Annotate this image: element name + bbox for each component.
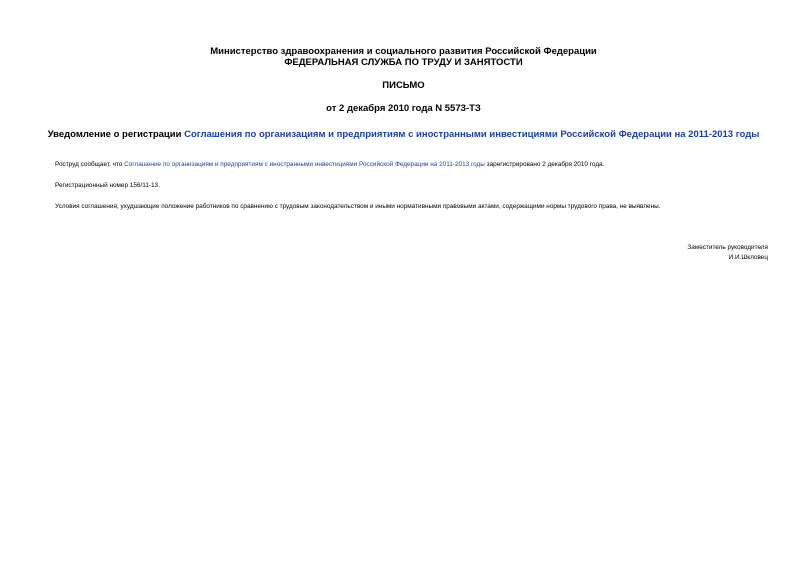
document-date: от 2 декабря 2010 года N 5573-ТЗ — [326, 103, 481, 114]
paragraph-registration-suffix: зарегистрировано 2 декабря 2010 года. — [484, 161, 605, 168]
paragraph-registration-number: Регистрационный номер 156/11-13. — [55, 182, 160, 189]
subject-prefix: Уведомление о регистрации — [47, 129, 185, 140]
paragraph-registration — [55, 161, 775, 169]
signature-title: Заместитель руководителя — [687, 244, 768, 251]
document-type: ПИСЬМО — [382, 80, 425, 91]
document-subject — [0, 129, 807, 140]
paragraph-conditions: Условия соглашения, ухудшающие положение работников по сравнению с трудовым законодательством и иными нормативными правовыми актами, содержащими нормы трудового права, не выявлены. — [55, 203, 661, 210]
ministry-name: Министерство здравоохранения и социального развития Российской Федерации — [210, 46, 597, 57]
service-name: ФЕДЕРАЛЬНАЯ СЛУЖБА ПО ТРУДУ И ЗАНЯТОСТИ — [284, 57, 523, 68]
signature-name: И.И.Шкловец — [728, 254, 768, 261]
paragraph-registration-prefix: Роструд сообщает, что — [55, 161, 125, 168]
agreement-link[interactable]: Соглашение по организациям и предприятиям с иностранными инвестициями Российской Федерации на 2011-2013 годы — [124, 161, 485, 168]
subject-agreement-link[interactable]: Соглашения по организациям и предприятиям с иностранными инвестициями Российской Федерации на 2011-2013 годы — [184, 129, 760, 140]
